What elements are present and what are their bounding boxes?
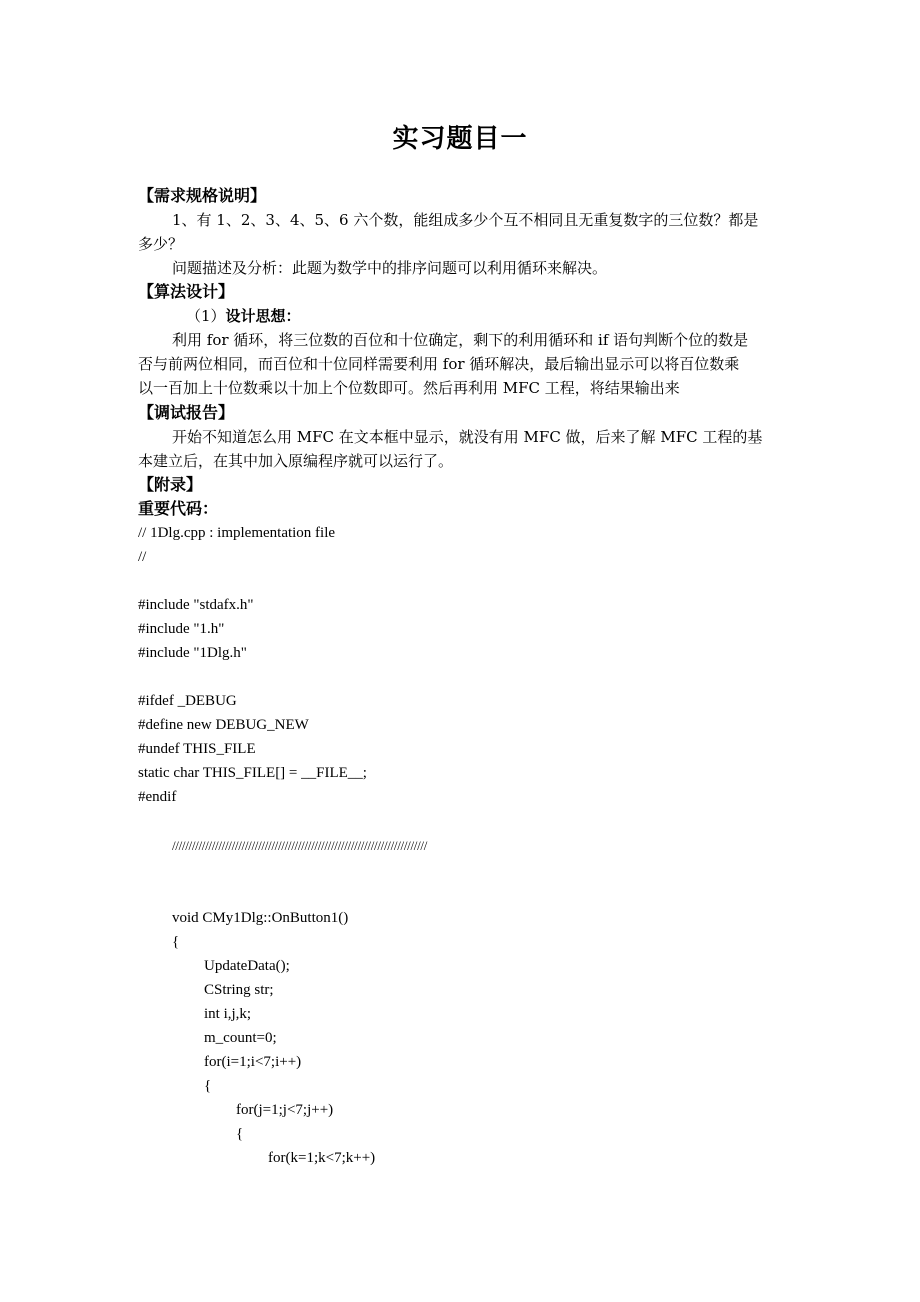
design-idea-label: 设计思想： — [225, 307, 301, 325]
code-separator-line: ///////////////////////////////////////////////////////////////////////////// — [172, 838, 428, 853]
code-line: #ifdef _DEBUG — [138, 693, 237, 709]
code-line: int i,j,k; — [204, 1006, 252, 1022]
code-line: #include "stdafx.h" — [138, 597, 254, 613]
problem-analysis-line: 问题描述及分析：此题为数学中的排序问题可以利用循环来解决。 — [172, 259, 608, 277]
code-line: { — [172, 934, 180, 950]
section-heading-appendix: 【附录】 — [138, 475, 203, 494]
design-idea-prefix: （1） — [186, 307, 226, 325]
algorithm-paragraph-line: 否与前两位相同，而百位和十位同样需要利用 for 循环解决，最后输出显示可以将百位数乘 — [138, 355, 740, 373]
code-line: for(k=1;k<7;k++) — [268, 1150, 376, 1166]
code-line: // 1Dlg.cpp : implementation file — [138, 525, 336, 541]
code-line: #undef THIS_FILE — [138, 741, 256, 757]
code-line: for(j=1;j<7;j++) — [236, 1102, 334, 1118]
design-idea-subheading — [186, 305, 301, 327]
code-line: { — [204, 1078, 212, 1094]
section-heading-requirements: 【需求规格说明】 — [138, 186, 267, 205]
code-line: #endif — [138, 789, 177, 805]
document-title: 实习题目一 — [392, 124, 528, 154]
code-line: { — [236, 1126, 244, 1142]
code-line: #define new DEBUG_NEW — [138, 717, 309, 733]
code-line: // — [138, 549, 147, 565]
debug-paragraph-line: 本建立后，在其中加入原编程序就可以运行了。 — [138, 452, 454, 470]
code-line: UpdateData(); — [204, 958, 290, 974]
code-line: static char THIS_FILE[] = __FILE__; — [138, 765, 367, 781]
code-line: #include "1.h" — [138, 621, 225, 637]
requirements-paragraph-line: 多少？ — [138, 235, 184, 253]
section-heading-algorithm: 【算法设计】 — [138, 282, 235, 301]
algorithm-paragraph-line: 以一百加上十位数乘以十加上个位数即可。然后再利用 MFC 工程，将结果输出来 — [138, 379, 680, 397]
important-code-label: 重要代码： — [138, 499, 219, 518]
code-line: for(i=1;i<7;i++) — [204, 1054, 302, 1070]
requirements-paragraph-line: 1、有 1、2、3、4、5、6 六个数，能组成多少个互不相同且无重复数字的三位数？都是 — [172, 211, 759, 229]
section-heading-debug: 【调试报告】 — [138, 403, 235, 422]
debug-paragraph-line: 开始不知道怎么用 MFC 在文本框中显示，就没有用 MFC 做，后来了解 MFC 工程的基 — [172, 428, 763, 446]
code-line: m_count=0; — [204, 1030, 277, 1046]
code-line: CString str; — [204, 982, 274, 998]
algorithm-paragraph-line: 利用 for 循环，将三位数的百位和十位确定，剩下的利用循环和 if 语句判断个位的数是 — [172, 331, 749, 349]
code-line: void CMy1Dlg::OnButton1() — [172, 910, 349, 926]
code-line: #include "1Dlg.h" — [138, 645, 247, 661]
